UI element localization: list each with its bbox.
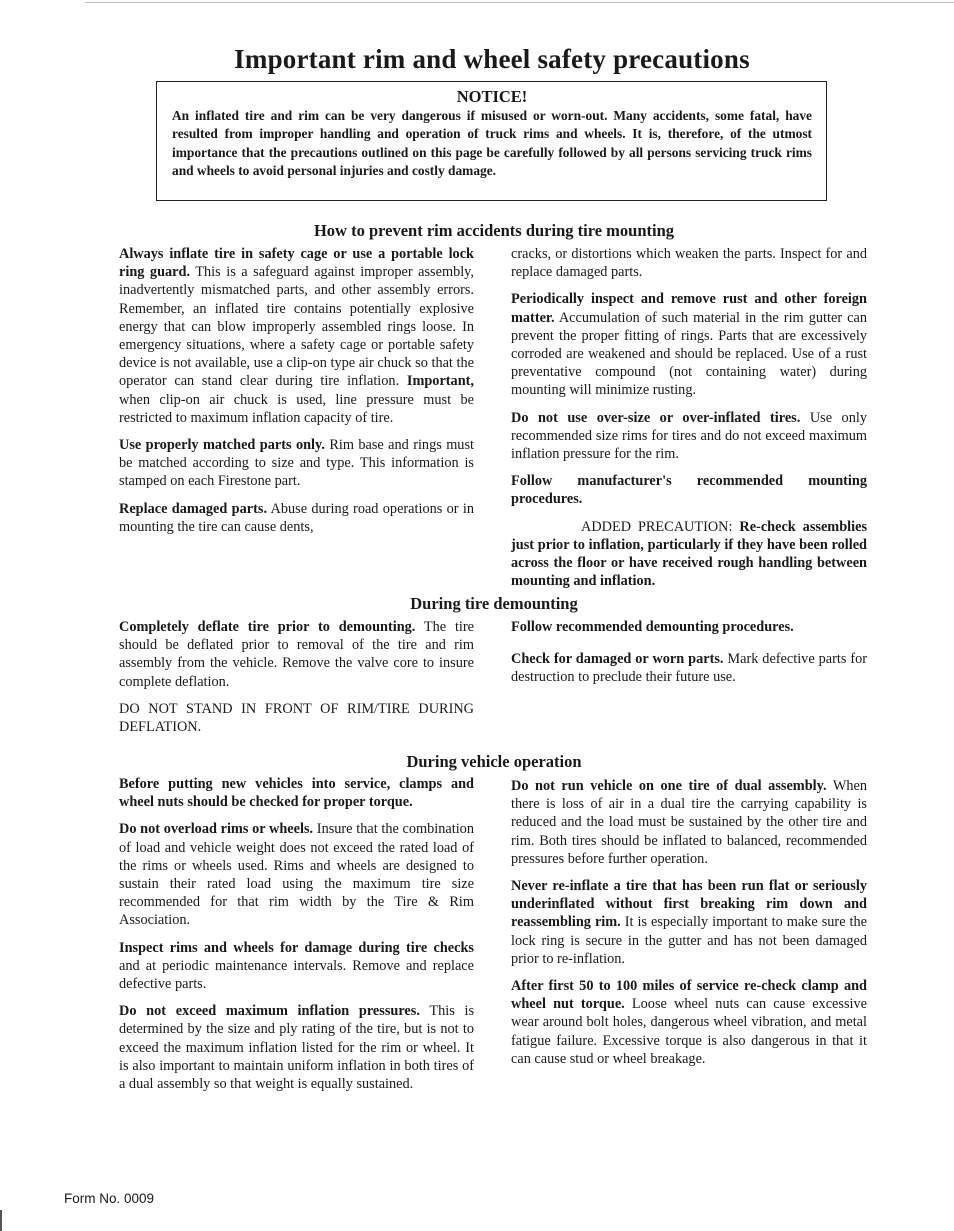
paragraph-text: DO NOT STAND IN FRONT OF RIM/TIRE DURING DEFLATION. xyxy=(119,700,474,736)
paragraph-lead: Completely deflate tire prior to demounting. xyxy=(119,619,416,635)
paragraph-lead: Always inflate tire in safety cage or use a portable lock ring guard. xyxy=(119,246,474,281)
column-mounting-left xyxy=(119,245,474,545)
paragraph-text: Rim base and rings must be matched according to size and type. This information is stamped on each Firestone part. xyxy=(119,437,474,490)
paragraph-lead: Re-check assemblies just prior to inflation, particularly if they have been rolled across the floor or have received rough handling between mounting and inflation. xyxy=(511,518,868,590)
paragraph-lead: Do not use over-size or over-inflated tires. xyxy=(511,409,801,426)
paragraph xyxy=(119,820,474,929)
column-operation-left xyxy=(119,775,474,1102)
paragraph xyxy=(119,1002,474,1093)
paragraph xyxy=(119,939,474,994)
paragraph-lead: Before putting new vehicles into service, clamps and wheel nuts should be checked for proper torque. xyxy=(119,776,474,811)
notice-heading: NOTICE! xyxy=(456,87,528,106)
paragraph-text: Accumulation of such material in the rim gutter can prevent the proper fitting of rings. Parts that are excessively corroded are weakened and should be replaced. Use of a rust preventative compound (not containing water) during mounting will minimize rusting. xyxy=(511,309,867,399)
paragraph-lead: Use properly matched parts only. xyxy=(119,437,325,454)
paragraph-lead: Check for damaged or worn parts. xyxy=(511,651,724,668)
paragraph-lead: Periodically inspect and remove rust and other foreign matter. xyxy=(511,291,867,326)
paragraph-text: cracks, or distortions which weaken the parts. Inspect for and replace damaged parts. xyxy=(511,246,867,281)
paragraph-text: It is especially important to make sure the lock ring is secure in the gutter and has not been damaged prior to re-inflation. xyxy=(511,914,867,967)
paragraph-text: This is a safeguard against improper assembly, inadvertently mismatched parts, and other assembly errors. Remember, an inflated tire contains potentially explosive energy that can blow improperly assembled rings loose. In emergency situations, where a safety cage or portable safety device is not available, use a clip-on type air chuck so that the operator can stand clear during tire inflation. xyxy=(119,264,474,390)
paragraph-text: when clip-on air chuck is used, line pressure must be restricted to maximum inflation capacity of tire. xyxy=(119,391,474,426)
paragraph xyxy=(119,245,474,427)
paragraph-text: Insure that the combination of load and vehicle weight does not exceed the rated load of the rims or wheels used. Rims and wheels are designed to sustain their rated load using the maximum tire size recommended for that rim width by the Tire & Rim Association. xyxy=(119,821,474,929)
paragraph-lead: Do not exceed maximum inflation pressures. xyxy=(119,1003,420,1020)
column-operation-right xyxy=(511,777,867,1077)
paragraph-lead: Replace damaged parts. xyxy=(119,500,268,517)
paragraph-text: This is determined by the size and ply rating of the tire, but is not to exceed the maximum inflation listed for the rim or wheel. It is also important to maintain uniform inflation in both tires of a dual assembly so that weight is equally sustained. xyxy=(119,1003,475,1093)
column-demounting-right xyxy=(511,618,867,696)
paragraph xyxy=(511,290,867,399)
paragraph xyxy=(511,777,867,868)
paragraph-text: Use only recommended size rims for tires and do not exceed maximum inflation pressure for the rim. xyxy=(511,409,867,463)
notice-box xyxy=(156,81,827,201)
notice-text: An inflated tire and rim can be very dangerous if misused or worn-out. Many accidents, some fatal, have resulted from improper handling and operation of truck rims and wheels. It is, therefore, of the utmost importance that the precautions outlined on this page be carefully followed by all persons servicing truck rims and wheels to avoid personal injuries and costly damage. xyxy=(172,108,812,179)
column-demounting-left xyxy=(119,618,474,745)
paragraph xyxy=(511,245,867,281)
paragraph xyxy=(119,700,474,736)
paragraph-text: Loose wheel nuts can cause excessive wear around bolt holes, dangerous wheel vibration, and metal fatigue failure. Excessive torque is also dangerous in that it can cause stud or wheel breakage. xyxy=(511,996,867,1067)
paragraph xyxy=(511,409,867,464)
paragraph xyxy=(511,977,867,1068)
paragraph-lead: Do not run vehicle on one tire of dual assembly. xyxy=(511,778,827,794)
form-number: Form No. 0009 xyxy=(64,1191,155,1206)
paragraph-text: Mark defective parts for destruction to preclude their future use. xyxy=(511,651,867,686)
paragraph-text: and at periodic maintenance intervals. Remove and replace defective parts. xyxy=(119,957,474,993)
margin-mark xyxy=(0,1210,2,1231)
section-heading-mounting: How to prevent rim accidents during tire mounting xyxy=(313,221,675,240)
paragraph-text: Abuse during road operations or in mounting the tire can cause dents, xyxy=(119,500,474,535)
paragraph xyxy=(511,472,867,508)
paragraph xyxy=(119,775,474,811)
paragraph xyxy=(511,618,867,636)
paragraph xyxy=(119,618,474,691)
section-heading-demounting: During tire demounting xyxy=(410,594,578,613)
paragraph xyxy=(511,518,867,591)
paragraph-lead: Inspect rims and wheels for damage during tire checks xyxy=(119,939,474,956)
paragraph-lead: Important, xyxy=(406,373,474,390)
paragraph-lead: Do not overload rims or wheels. xyxy=(119,821,314,838)
paragraph xyxy=(511,650,867,686)
paragraph-text: ADDED PRECAUTION: xyxy=(581,518,733,535)
paragraph xyxy=(119,500,474,536)
column-mounting-right xyxy=(511,245,867,599)
paragraph-lead: Follow manufacturer's recommended mounting procedures. xyxy=(511,473,867,508)
paragraph-lead: After first 50 to 100 miles of service re-check clamp and wheel nut torque. xyxy=(511,978,867,1013)
paragraph xyxy=(119,436,474,491)
section-heading-operation: During vehicle operation xyxy=(406,752,582,771)
paragraph-lead: Follow recommended demounting procedures. xyxy=(511,619,794,635)
paragraph-text: When there is loss of air in a dual tire the carrying capability is reduced and the load must be sustained by the other tire and rim. Both tires should be inflated to balanced, recommended pressures before further operation. xyxy=(511,778,867,867)
paragraph xyxy=(511,877,867,968)
paragraph-text: The tire should be deflated prior to removal of the tire and rim assembly from the vehicle. Remove the valve core to insure complete deflation. xyxy=(119,619,475,690)
page-title: Important rim and wheel safety precautions xyxy=(234,44,750,75)
paragraph-lead: Never re-inflate a tire that has been run flat or seriously underinflated without first breaking rim down and reassembling rim. xyxy=(511,878,867,931)
top-rule xyxy=(85,2,954,3)
